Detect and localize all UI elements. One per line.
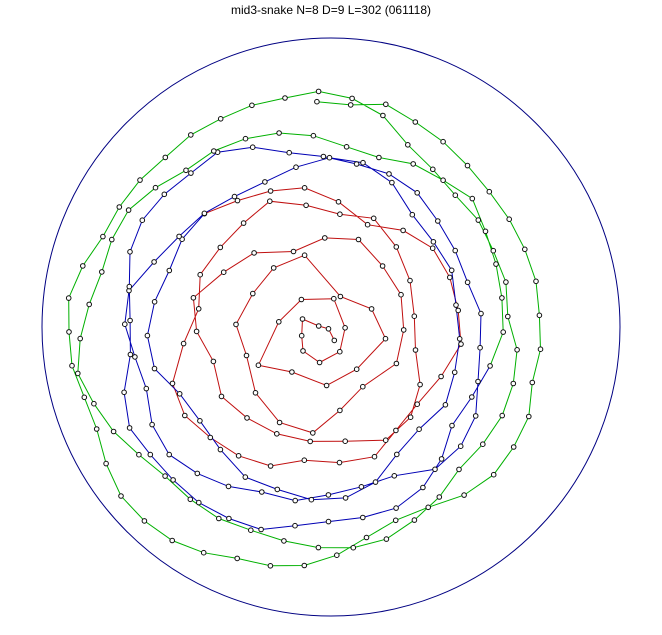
snake-vertex-marker bbox=[291, 249, 296, 254]
snake-vertex-marker bbox=[275, 432, 280, 437]
snake-vertex-marker bbox=[372, 454, 377, 459]
snake-vertex-marker bbox=[250, 103, 255, 108]
snake-vertex-marker bbox=[459, 342, 464, 347]
snake-vertex-marker bbox=[380, 264, 385, 269]
snake-vertex-marker bbox=[268, 564, 273, 569]
snake-vertex-marker bbox=[441, 178, 446, 183]
snake-vertex-marker bbox=[494, 262, 499, 267]
snake-vertex-marker bbox=[304, 203, 309, 208]
snake-vertex-markers bbox=[66, 89, 542, 568]
snake-vertex-marker bbox=[324, 383, 329, 388]
snake-vertex-marker bbox=[290, 370, 295, 375]
snake-vertex-marker bbox=[343, 439, 348, 444]
snake-vertex-marker bbox=[421, 485, 426, 490]
snake-vertex-marker bbox=[326, 327, 331, 332]
snake-vertex-marker bbox=[201, 550, 206, 555]
snake-vertex-marker bbox=[308, 439, 313, 444]
snake-vertex-marker bbox=[170, 538, 175, 543]
snake-vertex-marker bbox=[137, 452, 142, 457]
snake-vertex-marker bbox=[144, 386, 149, 391]
snake-vertex-marker bbox=[316, 324, 321, 329]
snake-vertex-marker bbox=[119, 494, 124, 499]
snake-vertex-marker bbox=[78, 336, 83, 341]
snake-vertex-marker bbox=[387, 172, 392, 177]
snake-vertex-marker bbox=[76, 371, 81, 376]
snake-vertex-marker bbox=[183, 413, 188, 418]
snake-vertex-marker bbox=[128, 352, 133, 357]
snake-vertex-marker bbox=[384, 102, 389, 107]
snake-vertex-marker bbox=[530, 380, 535, 385]
snake-vertex-marker bbox=[406, 143, 411, 148]
snake-vertex-marker bbox=[152, 260, 157, 265]
snake-vertex-marker bbox=[263, 180, 268, 185]
snake-vertex-marker bbox=[170, 381, 175, 386]
snake-vertex-marker bbox=[412, 314, 417, 319]
snake-vertex-marker bbox=[417, 427, 422, 432]
snake-vertex-marker bbox=[148, 452, 153, 457]
snake-vertex-marker bbox=[441, 139, 446, 144]
snake-vertex-marker bbox=[408, 278, 413, 283]
snake-vertex-marker bbox=[138, 178, 143, 183]
snake-vertex-marker bbox=[487, 189, 492, 194]
snake-vertex-marker bbox=[321, 154, 326, 159]
snake-vertex-marker bbox=[538, 347, 543, 352]
snake-vertex-marker bbox=[491, 248, 496, 253]
snake-vertex-marker bbox=[251, 291, 256, 296]
snake-vertex-marker bbox=[299, 333, 304, 338]
snake-vertex-marker bbox=[167, 268, 172, 273]
snake-vertex-marker bbox=[163, 155, 168, 160]
snake-vertex-marker bbox=[483, 229, 488, 234]
snake-vertex-marker bbox=[301, 349, 306, 354]
snake-vertex-marker bbox=[82, 395, 87, 400]
snake-vertex-marker bbox=[252, 251, 257, 256]
snake-vertex-marker bbox=[537, 313, 542, 318]
snake-vertex-marker bbox=[189, 133, 194, 138]
snake-vertex-marker bbox=[234, 322, 239, 327]
snake-vertex-marker bbox=[268, 189, 273, 194]
snake-vertex-marker bbox=[361, 515, 366, 520]
snake-vertex-marker bbox=[198, 272, 203, 277]
snake-vertex-marker bbox=[243, 475, 248, 480]
snake-vertex-marker bbox=[371, 216, 376, 221]
snake-vertex-marker bbox=[383, 438, 388, 443]
snake-vertex-marker bbox=[458, 444, 463, 449]
snake-vertex-marker bbox=[515, 348, 520, 353]
snake-vertex-marker bbox=[356, 237, 361, 242]
snake-vertex-marker bbox=[287, 150, 292, 155]
snake-vertex-marker bbox=[437, 495, 442, 500]
snake-vertex-marker bbox=[395, 452, 400, 457]
snake-vertex-marker bbox=[177, 234, 182, 239]
snake-vertex-marker bbox=[364, 535, 369, 540]
snake-vertex-marker bbox=[110, 237, 115, 242]
snake-vertex-marker bbox=[211, 359, 216, 364]
snake-vertex-marker bbox=[507, 217, 512, 222]
snake-vertex-marker bbox=[133, 355, 138, 360]
snake-vertex-marker bbox=[104, 461, 109, 466]
snake-vertex-marker bbox=[399, 292, 404, 297]
snake-vertex-marker bbox=[413, 120, 418, 125]
snake-vertex-marker bbox=[212, 149, 217, 154]
snake-vertex-marker bbox=[150, 422, 155, 427]
snake-vertex-marker bbox=[243, 136, 248, 141]
snake-vertex-marker bbox=[127, 426, 132, 431]
snake-vertex-marker bbox=[411, 162, 416, 167]
snake-vertex-marker bbox=[316, 545, 321, 550]
snake-vertex-marker bbox=[232, 194, 237, 199]
snake-vertex-marker bbox=[294, 165, 299, 170]
snake-vertex-marker bbox=[457, 467, 462, 472]
snake-vertex-marker bbox=[219, 394, 224, 399]
snake-vertex-marker bbox=[197, 500, 202, 505]
snake-vertex-marker bbox=[410, 212, 415, 217]
snake-vertex-marker bbox=[94, 427, 99, 432]
snake-vertex-marker bbox=[534, 279, 539, 284]
snake-vertex-marker bbox=[245, 416, 250, 421]
snake-vertex-marker bbox=[323, 236, 328, 241]
snake-vertex-marker bbox=[361, 384, 366, 389]
snake-vertex-marker bbox=[476, 218, 481, 223]
snake-vertex-marker bbox=[501, 330, 506, 335]
snake-vertex-marker bbox=[217, 516, 222, 521]
snake-vertex-marker bbox=[504, 280, 509, 285]
snake-vertex-marker bbox=[67, 330, 72, 335]
snake-vertex-marker bbox=[453, 193, 458, 198]
snake-vertex-marker bbox=[226, 484, 231, 489]
snake-vertex-marker bbox=[236, 454, 241, 459]
snake-vertex-marker bbox=[271, 266, 276, 271]
snake-vertex-marker bbox=[142, 519, 147, 524]
snake-vertex-marker bbox=[465, 280, 470, 285]
snake-vertex-marker bbox=[302, 186, 307, 191]
snake-vertex-marker bbox=[336, 200, 341, 205]
snake-vertex-marker bbox=[311, 431, 316, 436]
snake-vertex-marker bbox=[241, 221, 246, 226]
snake-path-lines bbox=[69, 91, 541, 565]
snake-vertex-marker bbox=[218, 447, 223, 452]
snake-vertex-marker bbox=[415, 191, 420, 196]
snake-vertex-marker bbox=[401, 328, 406, 333]
snake-vertex-marker bbox=[448, 275, 453, 280]
snake-vertex-marker bbox=[259, 527, 264, 532]
snake-vertex-marker bbox=[277, 320, 282, 325]
snake-vertex-marker bbox=[359, 485, 364, 490]
snake-vertex-marker bbox=[283, 96, 288, 101]
snake-vertex-marker bbox=[66, 296, 71, 301]
snake-vertex-marker bbox=[317, 360, 322, 365]
snake-vertex-marker bbox=[111, 429, 116, 434]
snake-vertex-marker bbox=[153, 185, 158, 190]
snake-vertex-marker bbox=[390, 180, 395, 185]
snake-vertex-marker bbox=[123, 322, 128, 327]
snake-vertex-marker bbox=[293, 523, 298, 528]
snake-vertex-marker bbox=[350, 96, 355, 101]
snake-vertex-marker bbox=[100, 270, 105, 275]
snake-vertex-marker bbox=[126, 208, 131, 213]
snake-vertex-marker bbox=[311, 133, 316, 138]
snake-vertex-marker bbox=[412, 518, 417, 523]
snake-vertex-marker bbox=[465, 163, 470, 168]
snake-vertex-marker bbox=[188, 497, 193, 502]
snake-vertex-marker bbox=[250, 145, 255, 150]
snake-vertex-marker bbox=[196, 307, 201, 312]
snake-vertex-marker bbox=[343, 326, 348, 331]
snake-vertex-marker bbox=[392, 474, 397, 479]
snake-vertex-marker bbox=[167, 452, 172, 457]
snake-vertex-marker bbox=[481, 442, 486, 447]
snake-vertex-marker bbox=[453, 248, 458, 253]
snake-vertex-marker bbox=[394, 506, 399, 511]
snake-vertex-marker bbox=[384, 537, 389, 542]
snake-vertex-marker bbox=[449, 268, 454, 273]
snake-vertex-marker bbox=[415, 402, 420, 407]
snake-vertex-marker bbox=[462, 493, 467, 498]
snake-vertex-marker bbox=[81, 264, 86, 269]
snake-vertex-marker bbox=[127, 284, 132, 289]
plot-title: mid3-snake N=8 D=9 L=302 (061118) bbox=[230, 3, 432, 17]
snake-vertex-marker bbox=[337, 460, 342, 465]
snake-vertex-marker bbox=[439, 374, 444, 379]
snake-vertex-marker bbox=[351, 545, 356, 550]
boundary-circle bbox=[42, 38, 620, 616]
snake-vertex-marker bbox=[470, 395, 475, 400]
snake-vertex-marker bbox=[377, 155, 382, 160]
snake-vertex-marker bbox=[338, 294, 343, 299]
snake-vertex-marker bbox=[128, 250, 133, 255]
snake-vertex-marker bbox=[431, 240, 436, 245]
snake-vertex-marker bbox=[302, 563, 307, 568]
snake-vertex-marker bbox=[457, 337, 462, 342]
snake-vertex-marker bbox=[244, 353, 249, 358]
snake-vertex-marker bbox=[479, 311, 484, 316]
snake-vertex-marker bbox=[327, 155, 332, 160]
snake-vertex-marker bbox=[436, 219, 441, 224]
snake-vertex-marker bbox=[152, 300, 157, 305]
snake-vertex-marker bbox=[393, 518, 398, 523]
snake-vertex-marker bbox=[470, 196, 475, 201]
snake-vertex-marker bbox=[500, 413, 505, 418]
snake-vertex-marker bbox=[191, 296, 196, 301]
snake-vertex-marker bbox=[293, 498, 298, 503]
snake-vertex-marker bbox=[309, 497, 314, 502]
snake-vertex-marker bbox=[413, 348, 418, 353]
snake-vertex-marker bbox=[122, 390, 127, 395]
snake-vertex-marker bbox=[527, 414, 532, 419]
snake-vertex-marker bbox=[227, 516, 232, 521]
snake-vertex-marker bbox=[195, 471, 200, 476]
snake-vertex-marker bbox=[268, 199, 273, 204]
snake-vertex-marker bbox=[198, 419, 203, 424]
snake-vertex-marker bbox=[316, 89, 321, 94]
snake-vertex-marker bbox=[221, 270, 226, 275]
snake-vertex-marker bbox=[277, 131, 282, 136]
snake-vertex-marker bbox=[338, 349, 343, 354]
snake-vertex-marker bbox=[381, 113, 386, 118]
snake-vertex-marker bbox=[433, 467, 438, 472]
snake-vertex-marker bbox=[383, 336, 388, 341]
snake-vertex-marker bbox=[208, 435, 213, 440]
snake-vertex-marker bbox=[249, 528, 254, 533]
snake-vertex-marker bbox=[299, 297, 304, 302]
snake-vertex-marker bbox=[394, 361, 399, 366]
snake-vertex-marker bbox=[354, 162, 359, 167]
snake-vertex-marker bbox=[373, 480, 378, 485]
snake-vertex-marker bbox=[511, 381, 516, 386]
snake-vertex-marker bbox=[478, 345, 483, 350]
snake-vertex-marker bbox=[260, 490, 265, 495]
snake-vertex-marker bbox=[177, 392, 182, 397]
snake-vertex-marker bbox=[344, 145, 349, 150]
snake-vertex-marker bbox=[401, 228, 406, 233]
snake-vertex-marker bbox=[202, 211, 207, 216]
snake-vertex-marker bbox=[145, 333, 150, 338]
snake-vertex-marker bbox=[87, 302, 92, 307]
snake-vertex-marker bbox=[326, 493, 331, 498]
snake-vertex-marker bbox=[128, 318, 133, 323]
snake-vertex-marker bbox=[140, 218, 145, 223]
snake-vertex-marker bbox=[369, 307, 374, 312]
snake-vertex-marker bbox=[473, 414, 478, 419]
snake-vertex-marker bbox=[500, 296, 505, 301]
snake-vertex-marker bbox=[194, 329, 199, 334]
snake-vertex-marker bbox=[277, 420, 282, 425]
snake-vertex-marker bbox=[354, 367, 359, 372]
snake-vertex-marker bbox=[162, 192, 167, 197]
snake-vertex-marker bbox=[338, 212, 343, 217]
snake-vertex-marker bbox=[418, 382, 423, 387]
snake-vertex-marker bbox=[275, 487, 280, 492]
snake-vertex-marker bbox=[439, 457, 444, 462]
snake-vertex-marker bbox=[506, 314, 511, 319]
snake-vertex-marker bbox=[450, 423, 455, 428]
snake-vertex-marker bbox=[454, 303, 459, 308]
snake-vertex-marker bbox=[184, 168, 189, 173]
snake-vertex-marker bbox=[476, 379, 481, 384]
snake-vertex-marker bbox=[218, 117, 223, 122]
snake-vertex-marker bbox=[189, 171, 194, 176]
snake-vertex-marker bbox=[92, 401, 97, 406]
snake-vertex-marker bbox=[268, 464, 273, 469]
snake-vertex-marker bbox=[256, 363, 261, 368]
snake-vertex-marker bbox=[426, 505, 431, 510]
snake-vertex-marker bbox=[335, 553, 340, 558]
snake-vertex-marker bbox=[523, 247, 528, 252]
snake-vertex-marker bbox=[302, 253, 307, 258]
snake-vertex-marker bbox=[452, 370, 457, 375]
snake-vertex-marker bbox=[152, 366, 157, 371]
snake-segment-green bbox=[69, 91, 541, 565]
snake-vertex-marker bbox=[101, 234, 106, 239]
snake-vertex-marker bbox=[171, 478, 176, 483]
snake-vertex-marker bbox=[253, 391, 258, 396]
snake-vertex-marker bbox=[163, 474, 168, 479]
snake-vertex-marker bbox=[326, 519, 331, 524]
snake-vertex-marker bbox=[181, 341, 186, 346]
snake-vertex-marker bbox=[300, 317, 305, 322]
snake-vertex-marker bbox=[488, 364, 493, 369]
snake-vertex-marker bbox=[491, 472, 496, 477]
snake-vertex-marker bbox=[338, 408, 343, 413]
snake-vertex-marker bbox=[332, 338, 337, 343]
snake-vertex-marker bbox=[235, 556, 240, 561]
snake-vertex-marker bbox=[443, 403, 448, 408]
snake-vertex-marker bbox=[361, 160, 366, 165]
snake-vertex-marker bbox=[430, 246, 435, 251]
snake-vertex-marker bbox=[315, 99, 320, 104]
snake-vertex-marker bbox=[408, 415, 413, 420]
snake-vertex-marker bbox=[70, 363, 75, 368]
snake-vertex-marker bbox=[343, 496, 348, 501]
snake-vertex-marker bbox=[218, 245, 223, 250]
snake-vertex-marker bbox=[394, 428, 399, 433]
snake-vertex-marker bbox=[282, 539, 287, 544]
snake-vertex-marker bbox=[117, 205, 122, 210]
snake-vertex-marker bbox=[394, 245, 399, 250]
snake-vertex-marker bbox=[302, 458, 307, 463]
snake-vertex-marker bbox=[348, 103, 353, 108]
snake-vertex-marker bbox=[431, 167, 436, 172]
snake-vertex-marker bbox=[332, 296, 337, 301]
snake-vertex-marker bbox=[456, 308, 461, 313]
snake-vertex-marker bbox=[511, 445, 516, 450]
snake-vertex-marker bbox=[365, 222, 370, 227]
